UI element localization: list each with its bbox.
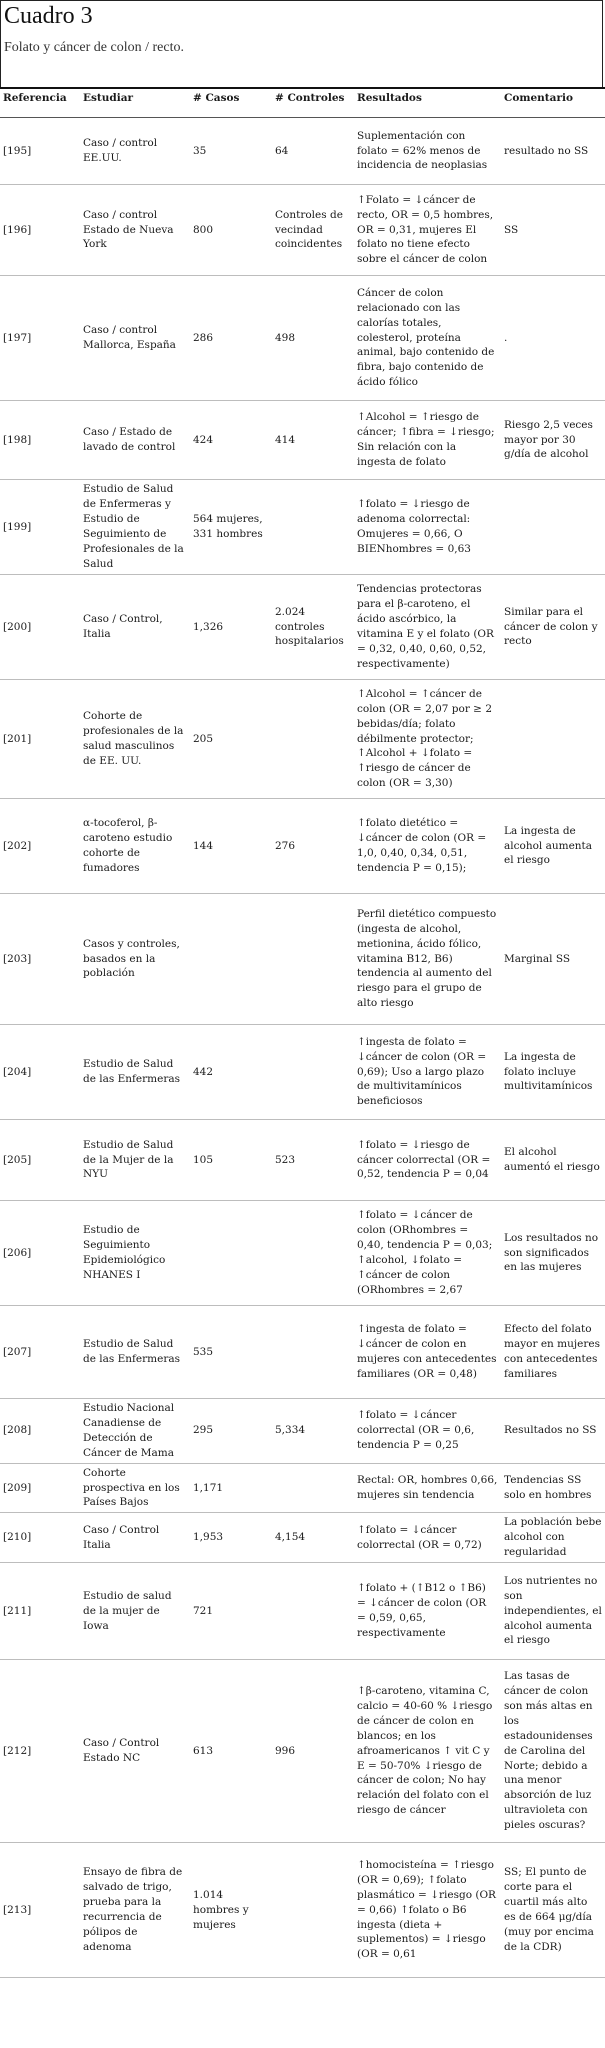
cell-results: Perfil dietético compuesto (ingesta de alcohol, metionina, ácido fólico, vitamina B12, B6) tendencia al aumento del riesgo para el grupo de alto riesgo	[354, 894, 501, 1025]
table-row	[0, 1306, 605, 1399]
cell-controls	[272, 1463, 354, 1513]
cell-results: ↑folato = ↓cáncer colorrectal (OR = 0,6, tendencia P = 0,25	[354, 1399, 501, 1464]
table-row	[0, 680, 605, 799]
cell-cases: 564 mujeres, 331 hombres	[190, 480, 272, 575]
table-row	[0, 480, 605, 575]
table-row	[0, 799, 605, 894]
table-row	[0, 185, 605, 276]
cell-ref: [198]	[0, 401, 80, 480]
cell-cases: 35	[190, 118, 272, 185]
cell-cases: 1,953	[190, 1513, 272, 1563]
table-row	[0, 1201, 605, 1306]
cell-ref: [195]	[0, 118, 80, 185]
cell-controls: 996	[272, 1660, 354, 1843]
cell-controls	[272, 680, 354, 799]
cell-controls	[272, 894, 354, 1025]
header-controles: # Controles	[272, 89, 354, 118]
cell-study: Ensayo de fibra de salvado de trigo, prueba para la recurrencia de pólipos de adenoma	[80, 1843, 190, 1978]
header-resultados: Resultados	[354, 89, 501, 118]
cell-study: Estudio de salud de la mujer de Iowa	[80, 1563, 190, 1660]
cell-cases: 1,171	[190, 1463, 272, 1513]
cell-cases: 721	[190, 1563, 272, 1660]
table-row	[0, 1463, 605, 1513]
table-row	[0, 894, 605, 1025]
cell-controls: 498	[272, 276, 354, 401]
cell-results: ↑folato = ↓riesgo de adenoma colorrectal: Omujeres = 0,66, O BIENhombres = 0,63	[354, 480, 501, 575]
cell-comment: Los resultados no son significados en las mujeres	[501, 1201, 605, 1306]
cell-controls: Controles de vecindad coincidentes	[272, 185, 354, 276]
cell-cases: 205	[190, 680, 272, 799]
cell-cases: 1,326	[190, 575, 272, 680]
table-header-row	[0, 89, 605, 118]
cell-comment: Riesgo 2,5 veces mayor por 30 g/día de alcohol	[501, 401, 605, 480]
cell-cases: 105	[190, 1120, 272, 1201]
cell-study: α-tocoferol, β-caroteno estudio cohorte de fumadores	[80, 799, 190, 894]
cell-controls: 276	[272, 799, 354, 894]
cell-comment: Marginal SS	[501, 894, 605, 1025]
cell-ref: [208]	[0, 1399, 80, 1464]
cell-controls	[272, 480, 354, 575]
cell-controls: 64	[272, 118, 354, 185]
cell-ref: [201]	[0, 680, 80, 799]
cell-study: Caso / Estado de lavado de control	[80, 401, 190, 480]
cell-controls: 4,154	[272, 1513, 354, 1563]
cell-study: Casos y controles, basados en la población	[80, 894, 190, 1025]
table-row	[0, 1399, 605, 1464]
table-row	[0, 1843, 605, 1978]
cell-cases	[190, 1201, 272, 1306]
cell-study: Caso / Control Estado NC	[80, 1660, 190, 1843]
cell-study: Caso / control Mallorca, España	[80, 276, 190, 401]
cell-controls	[272, 1201, 354, 1306]
cell-controls	[272, 1843, 354, 1978]
cell-controls: 414	[272, 401, 354, 480]
header-referencia: Referencia	[0, 89, 80, 118]
cell-results: Suplementación con folato = 62% menos de incidencia de neoplasias	[354, 118, 501, 185]
cell-ref: [196]	[0, 185, 80, 276]
cell-results: ↑β-caroteno, vitamina C, calcio = 40-60 % ↓riesgo de cáncer de colon en blancos; en los afroamericanos ↑ vit C y E = 50-70% ↓riesgo de cáncer de colon; No hay relación del folato con el riesgo de cáncer	[354, 1660, 501, 1843]
cell-ref: [203]	[0, 894, 80, 1025]
cell-comment: Tendencias SS solo en hombres	[501, 1463, 605, 1513]
cell-comment: .	[501, 276, 605, 401]
cell-results: ↑folato dietético = ↓cáncer de colon (OR = 1,0, 0,40, 0,34, 0,51, tendencia P = 0,15);	[354, 799, 501, 894]
cell-comment: Resultados no SS	[501, 1399, 605, 1464]
cell-controls	[272, 1563, 354, 1660]
cell-ref: [197]	[0, 276, 80, 401]
cell-comment: La población bebe alcohol con regularidad	[501, 1513, 605, 1563]
cell-results: ↑folato = ↓cáncer colorrectal (OR = 0,72)	[354, 1513, 501, 1563]
cell-cases: 800	[190, 185, 272, 276]
cell-ref: [200]	[0, 575, 80, 680]
cell-comment: Los nutrientes no son independientes, el alcohol aumenta el riesgo	[501, 1563, 605, 1660]
table-row	[0, 1660, 605, 1843]
cell-cases: 295	[190, 1399, 272, 1464]
cell-results: ↑folato = ↓cáncer de colon (ORhombres = 0,40, tendencia P = 0,03; ↑alcohol, ↓folato = ↑cáncer de colon (ORhombres = 2,67	[354, 1201, 501, 1306]
cell-comment: El alcohol aumentó el riesgo	[501, 1120, 605, 1201]
table-subtitle: Folato y cáncer de colon / recto.	[4, 40, 184, 55]
cell-study: Estudio de Salud de las Enfermeras	[80, 1025, 190, 1120]
cell-study: Cohorte prospectiva en los Países Bajos	[80, 1463, 190, 1513]
cell-cases: 286	[190, 276, 272, 401]
cell-results: ↑folato = ↓riesgo de cáncer colorrectal (OR = 0,52, tendencia P = 0,04	[354, 1120, 501, 1201]
table-row	[0, 276, 605, 401]
cell-controls: 523	[272, 1120, 354, 1201]
folate-colon-table	[0, 89, 605, 1978]
table-row	[0, 1513, 605, 1563]
cell-controls: 2.024 controles hospitalarios	[272, 575, 354, 680]
cell-results: ↑ingesta de folato = ↓cáncer de colon (OR = 0,69); Uso a largo plazo de multivitamínicos beneficiosos	[354, 1025, 501, 1120]
cell-study: Estudio de Salud de las Enfermeras	[80, 1306, 190, 1399]
cell-results: ↑folato + (↑B12 o ↑B6) = ↓cáncer de colon (OR = 0,59, 0,65, respectivamente	[354, 1563, 501, 1660]
cell-results: ↑homocisteína = ↑riesgo (OR = 0,69); ↑folato plasmático = ↓riesgo (OR = 0,66) ↑folato o B6 ingesta (dieta + suplementos) = ↓riesgo (OR = 0,61	[354, 1843, 501, 1978]
table-title: Cuadro 3	[4, 3, 93, 29]
cell-controls	[272, 1025, 354, 1120]
cell-results: Cáncer de colon relacionado con las calorías totales, colesterol, proteína animal, bajo contenido de fibra, bajo contenido de ácido fólico	[354, 276, 501, 401]
cell-cases: 1.014 hombres y mujeres	[190, 1843, 272, 1978]
cell-results: ↑ingesta de folato = ↓cáncer de colon en mujeres con antecedentes familiares (OR = 0,48)	[354, 1306, 501, 1399]
cell-study: Estudio de Salud de Enfermeras y Estudio de Seguimiento de Profesionales de la Salud	[80, 480, 190, 575]
cell-ref: [213]	[0, 1843, 80, 1978]
cell-comment: Similar para el cáncer de colon y recto	[501, 575, 605, 680]
cell-cases: 144	[190, 799, 272, 894]
cell-cases: 613	[190, 1660, 272, 1843]
header-comentario: Comentario	[501, 89, 605, 118]
cell-ref: [212]	[0, 1660, 80, 1843]
cell-cases: 442	[190, 1025, 272, 1120]
cell-study: Caso / control Estado de Nueva York	[80, 185, 190, 276]
cell-results: ↑Alcohol = ↑cáncer de colon (OR = 2,07 por ≥ 2 bebidas/día; folato débilmente protector; ↑Alcohol + ↓folato = ↑riesgo de cáncer de colon (OR = 3,30)	[354, 680, 501, 799]
cell-comment: La ingesta de folato incluye multivitamínicos	[501, 1025, 605, 1120]
cell-cases: 535	[190, 1306, 272, 1399]
table-row	[0, 1120, 605, 1201]
cell-comment: SS; El punto de corte para el cuartil más alto es de 664 μg/día (muy por encima de la CDR)	[501, 1843, 605, 1978]
cell-comment: Efecto del folato mayor en mujeres con antecedentes familiares	[501, 1306, 605, 1399]
cell-comment: Las tasas de cáncer de colon son más altas en los estadounidenses de Carolina del Norte; debido a una menor absorción de luz ultravioleta con pieles oscuras?	[501, 1660, 605, 1843]
cell-ref: [204]	[0, 1025, 80, 1120]
cell-comment: resultado no SS	[501, 118, 605, 185]
cell-comment: SS	[501, 185, 605, 276]
table-row	[0, 1563, 605, 1660]
cell-cases	[190, 894, 272, 1025]
cell-study: Estudio de Seguimiento Epidemiológico NHANES I	[80, 1201, 190, 1306]
cell-cases: 424	[190, 401, 272, 480]
cell-controls: 5,334	[272, 1399, 354, 1464]
cell-results: ↑Alcohol = ↑riesgo de cáncer; ↑fibra = ↓riesgo; Sin relación con la ingesta de folato	[354, 401, 501, 480]
cell-ref: [199]	[0, 480, 80, 575]
cell-results: Tendencias protectoras para el β-caroteno, el ácido ascórbico, la vitamina E y el folato (OR = 0,32, 0,40, 0,60, 0,52, respectivamente)	[354, 575, 501, 680]
table-row	[0, 401, 605, 480]
cell-ref: [207]	[0, 1306, 80, 1399]
table-row	[0, 1025, 605, 1120]
cell-ref: [206]	[0, 1201, 80, 1306]
cell-ref: [210]	[0, 1513, 80, 1563]
cell-ref: [205]	[0, 1120, 80, 1201]
cell-comment: La ingesta de alcohol aumenta el riesgo	[501, 799, 605, 894]
header-casos: # Casos	[190, 89, 272, 118]
cell-results: ↑Folato = ↓cáncer de recto, OR = 0,5 hombres, OR = 0,31, mujeres El folato no tiene efecto sobre el cáncer de colon	[354, 185, 501, 276]
table-row	[0, 118, 605, 185]
cell-study: Caso / Control Italia	[80, 1513, 190, 1563]
cell-controls	[272, 1306, 354, 1399]
cell-ref: [211]	[0, 1563, 80, 1660]
cell-study: Caso / Control, Italia	[80, 575, 190, 680]
cell-comment	[501, 680, 605, 799]
header-estudiar: Estudiar	[80, 89, 190, 118]
cell-study: Caso / control EE.UU.	[80, 118, 190, 185]
cell-ref: [202]	[0, 799, 80, 894]
cell-study: Estudio Nacional Canadiense de Detección de Cáncer de Mama	[80, 1399, 190, 1464]
cell-results: Rectal: OR, hombres 0,66, mujeres sin tendencia	[354, 1463, 501, 1513]
cell-study: Estudio de Salud de la Mujer de la NYU	[80, 1120, 190, 1201]
cell-comment	[501, 480, 605, 575]
table-row	[0, 575, 605, 680]
cell-study: Cohorte de profesionales de la salud masculinos de EE. UU.	[80, 680, 190, 799]
cell-ref: [209]	[0, 1463, 80, 1513]
